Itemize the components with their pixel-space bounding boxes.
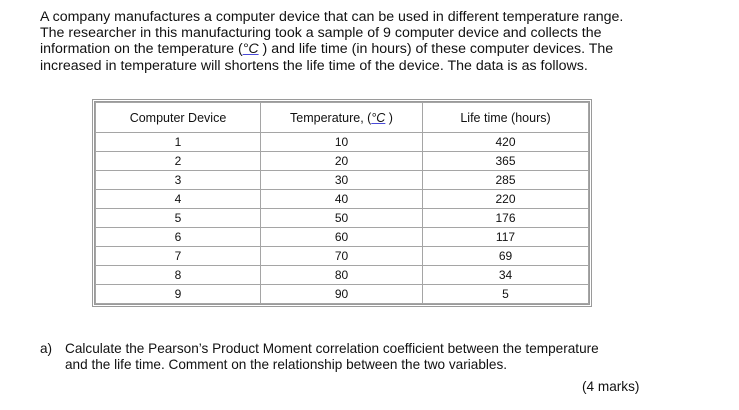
header-life-time: Life time (hours)	[423, 103, 589, 133]
cell-temperature: 60	[261, 228, 423, 247]
header-computer-device: Computer Device	[96, 103, 261, 133]
cell-device: 9	[96, 285, 261, 304]
intro-line-2: The researcher in this manufacturing took a sample of 9 computer device and collects the	[40, 25, 602, 42]
intro-line-3-end: ) and life time (in hours) of these computer devices. The	[258, 41, 614, 58]
intro-line-3-start: information on the temperature (	[40, 41, 243, 58]
table-row	[96, 171, 589, 190]
cell-temperature: 80	[261, 266, 423, 285]
table-row	[96, 266, 589, 285]
cell-life-time: 34	[423, 266, 589, 285]
cell-temperature: 90	[261, 285, 423, 304]
table-row	[96, 152, 589, 171]
cell-temperature: 40	[261, 190, 423, 209]
table-row	[96, 285, 589, 304]
cell-temperature: 70	[261, 247, 423, 266]
cell-device: 7	[96, 247, 261, 266]
table-row	[96, 209, 589, 228]
cell-temperature: 50	[261, 209, 423, 228]
question-text	[65, 341, 655, 373]
intro-line-3	[40, 41, 652, 57]
cell-life-time: 220	[423, 190, 589, 209]
cell-life-time: 117	[423, 228, 589, 247]
intro-line-4: increased in temperature will shortens the life time of the device. The data is as follows.	[40, 57, 588, 74]
table-row	[96, 133, 589, 152]
intro-line-1: A company manufactures a computer device that can be used in different temperature range.	[40, 9, 624, 25]
cell-device: 6	[96, 228, 261, 247]
header-temperature-unit: °C	[371, 110, 386, 125]
cell-life-time: 420	[423, 133, 589, 152]
header-temperature	[261, 103, 423, 133]
cell-life-time: 365	[423, 152, 589, 171]
cell-device: 1	[96, 133, 261, 152]
table-row	[96, 247, 589, 266]
data-table	[95, 102, 589, 304]
data-table-frame	[92, 99, 592, 307]
cell-life-time: 5	[423, 285, 589, 304]
question-line-1: Calculate the Pearson’s Product Moment correlation coefficient between the temperature	[65, 341, 599, 356]
cell-device: 2	[96, 152, 261, 171]
cell-device: 8	[96, 266, 261, 285]
problem-statement	[40, 9, 652, 74]
marks-label: (4 marks)	[582, 379, 640, 394]
header-temperature-label: Temperature, (	[290, 110, 372, 125]
cell-life-time: 176	[423, 209, 589, 228]
question-label: a)	[40, 341, 53, 356]
cell-temperature: 20	[261, 152, 423, 171]
table-row	[96, 228, 589, 247]
cell-temperature: 30	[261, 171, 423, 190]
question-line-2: and the life time. Comment on the relationship between the two variables.	[65, 357, 508, 372]
table-row	[96, 190, 589, 209]
header-temperature-close: )	[385, 110, 393, 125]
cell-device: 3	[96, 171, 261, 190]
table-header-row	[96, 103, 589, 133]
cell-temperature: 10	[261, 133, 423, 152]
cell-life-time: 69	[423, 247, 589, 266]
cell-device: 4	[96, 190, 261, 209]
temperature-unit: °C	[242, 41, 259, 58]
cell-device: 5	[96, 209, 261, 228]
cell-life-time: 285	[423, 171, 589, 190]
